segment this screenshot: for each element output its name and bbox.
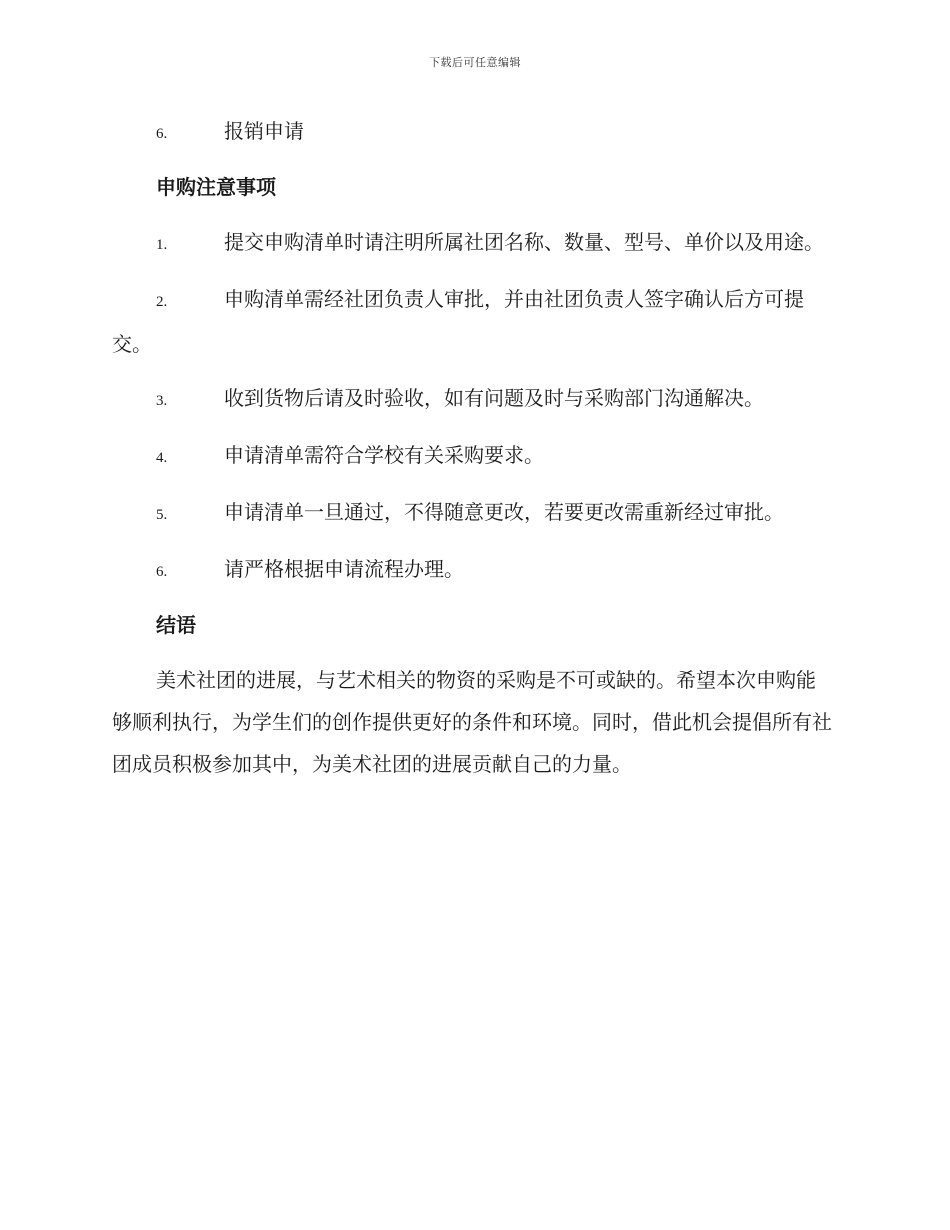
header-note: 下载后可任意编辑	[429, 56, 521, 69]
list-item-number: 4.	[156, 450, 168, 466]
list-item-number: 1.	[156, 237, 168, 253]
list-item	[112, 377, 832, 422]
list-item	[112, 278, 832, 365]
list-item	[112, 491, 832, 536]
list-item-text: 报销申请	[224, 119, 304, 143]
list-item-text: 申请清单一旦通过，不得随意更改，若要更改需重新经过审批。	[224, 500, 784, 524]
list-item-text: 提交申购清单时请注明所属社团名称、数量、型号、单价以及用途。	[224, 230, 824, 254]
list-item	[112, 434, 832, 479]
list-item-number: 6.	[156, 564, 168, 580]
list-item-text: 请严格根据申请流程办理。	[224, 557, 464, 581]
list-item-number: 3.	[156, 393, 168, 409]
conclusion-paragraph: 美术社团的进展，与艺术相关的物资的采购是不可或缺的。希望本次申购能够顺利执行，为学生们的创作提供更好的条件和环境。同时，借此机会提倡所有社团成员积极参加其中，为美术社团的进展贡献自己的力量。	[112, 668, 832, 776]
list-item	[112, 110, 832, 155]
list-item-text: 申请清单需符合学校有关采购要求。	[224, 443, 544, 467]
document-body	[112, 110, 832, 785]
list-item-number: 2.	[156, 294, 168, 310]
list-item-number: 6.	[156, 126, 168, 142]
list-item-number: 5.	[156, 507, 168, 523]
section-heading-conclusion: 结语	[156, 613, 196, 637]
section-heading-notes: 申购注意事项	[156, 175, 276, 199]
list-item-text: 收到货物后请及时验收，如有问题及时与采购部门沟通解决。	[224, 386, 764, 410]
list-item	[112, 221, 832, 266]
list-item-text: 申购清单需经社团负责人审批，并由社团负责人签字确认后方可提交。	[112, 287, 804, 356]
list-item	[112, 548, 832, 593]
